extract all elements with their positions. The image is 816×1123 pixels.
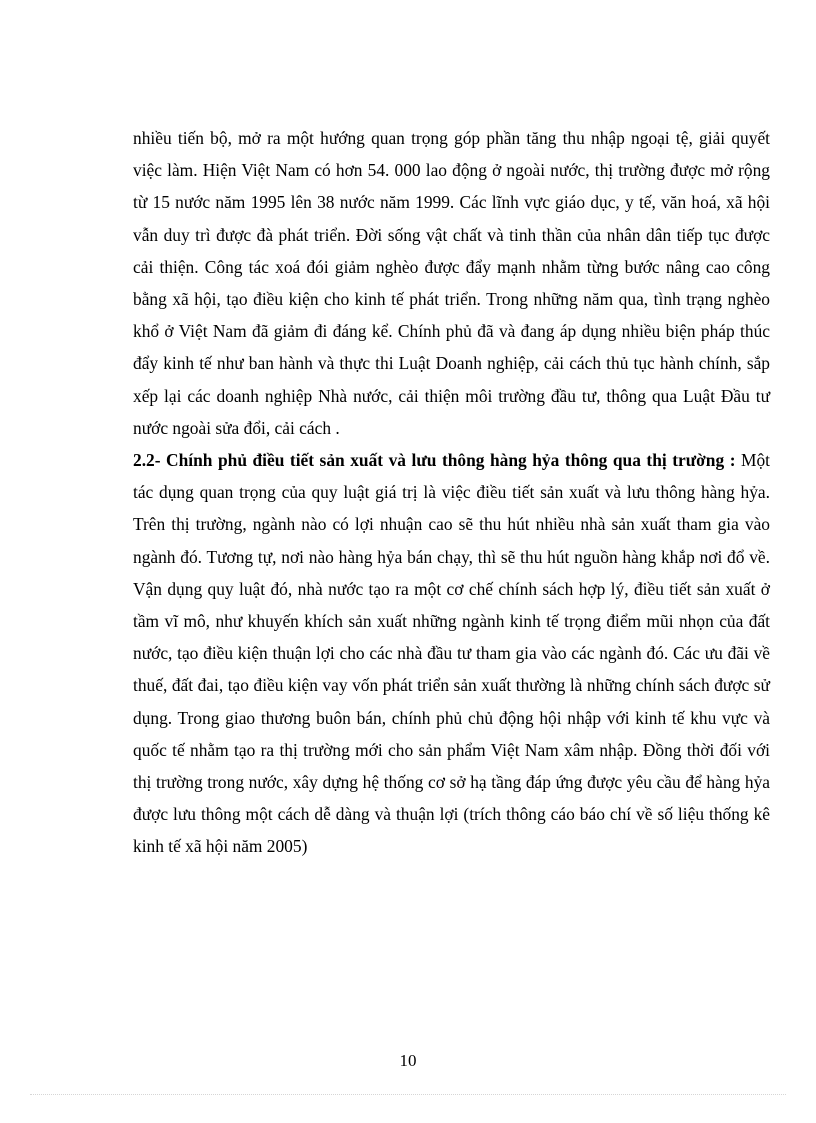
- footer-dotted-rule: [30, 1094, 786, 1095]
- section-paragraph: [133, 444, 770, 863]
- section-body: Một tác dụng quan trọng của quy luật giá trị là việc điều tiết sản xuất và lưu thông hàng hỷa. Trên thị trường, ngành nào có lợi nhuận cao sẽ thu hút nhiều nhà sản xuất tham gia vào ngành đó. Tương tự, nơi nào hàng hỷa bán chạy, thì sẽ thu hút nguồn hàng khắp nơi đổ về. Vận dụng quy luật đó, nhà nước tạo ra một cơ chế chính sách hợp lý, điều tiết sản xuất ở tầm vĩ mô, như khuyến khích sản xuất những ngành kinh tế trọng điểm mũi nhọn của đất nước, tạo điều kiện thuận lợi cho các nhà đầu tư tham gia vào các ngành đó. Các ưu đãi về thuế, đất đai, tạo điều kiện vay vốn phát triển sản xuất thường là những chính sách được sử dụng. Trong giao thương buôn bán, chính phủ chủ động hội nhập với kinh tế khu vực và quốc tế nhằm tạo ra thị trường mới cho sản phẩm Việt Nam xâm nhập. Đồng thời đối với thị trường trong nước, xây dựng hệ thống cơ sở hạ tầng đáp ứng được yêu cầu để hàng hỷa được lưu thông một cách dễ dàng và thuận lợi (trích thông cáo báo chí về số liệu thống kê kinh tế xã hội năm 2005): [133, 450, 770, 857]
- body-text: [133, 122, 770, 863]
- section-heading: 2.2- Chính phủ điều tiết sản xuất và lưu thông hàng hỷa thông qua thị trường :: [133, 450, 736, 471]
- page-number: 10: [399, 1051, 417, 1070]
- paragraph-continuation: nhiều tiến bộ, mở ra một hướng quan trọng góp phần tăng thu nhập ngoại tệ, giải quyết việc làm. Hiện Việt Nam có hơn 54. 000 lao động ở ngoài nước, thị trường được mở rộng từ 15 nước năm 1995 lên 38 nước năm 1999. Các lĩnh vực giáo dục, y tế, văn hoá, xã hội vẫn duy trì được đà phát triển. Đời sống vật chất và tinh thần của nhân dân tiếp tục được cải thiện. Công tác xoá đói giảm nghèo được đẩy mạnh nhằm từng bước nâng cao công bằng xã hội, tạo điều kiện cho kinh tế phát triển. Trong những năm qua, tình trạng nghèo khổ ở Việt Nam đã giảm đi đáng kể. Chính phủ đã và đang áp dụng nhiều biện pháp thúc đẩy kinh tế như ban hành và thực thi Luật Doanh nghiệp, cải cách thủ tục hành chính, sắp xếp lại các doanh nghiệp Nhà nước, cải thiện môi trường đầu tư, thông qua Luật Đầu tư nước ngoài sửa đổi, cải cách .: [133, 128, 770, 438]
